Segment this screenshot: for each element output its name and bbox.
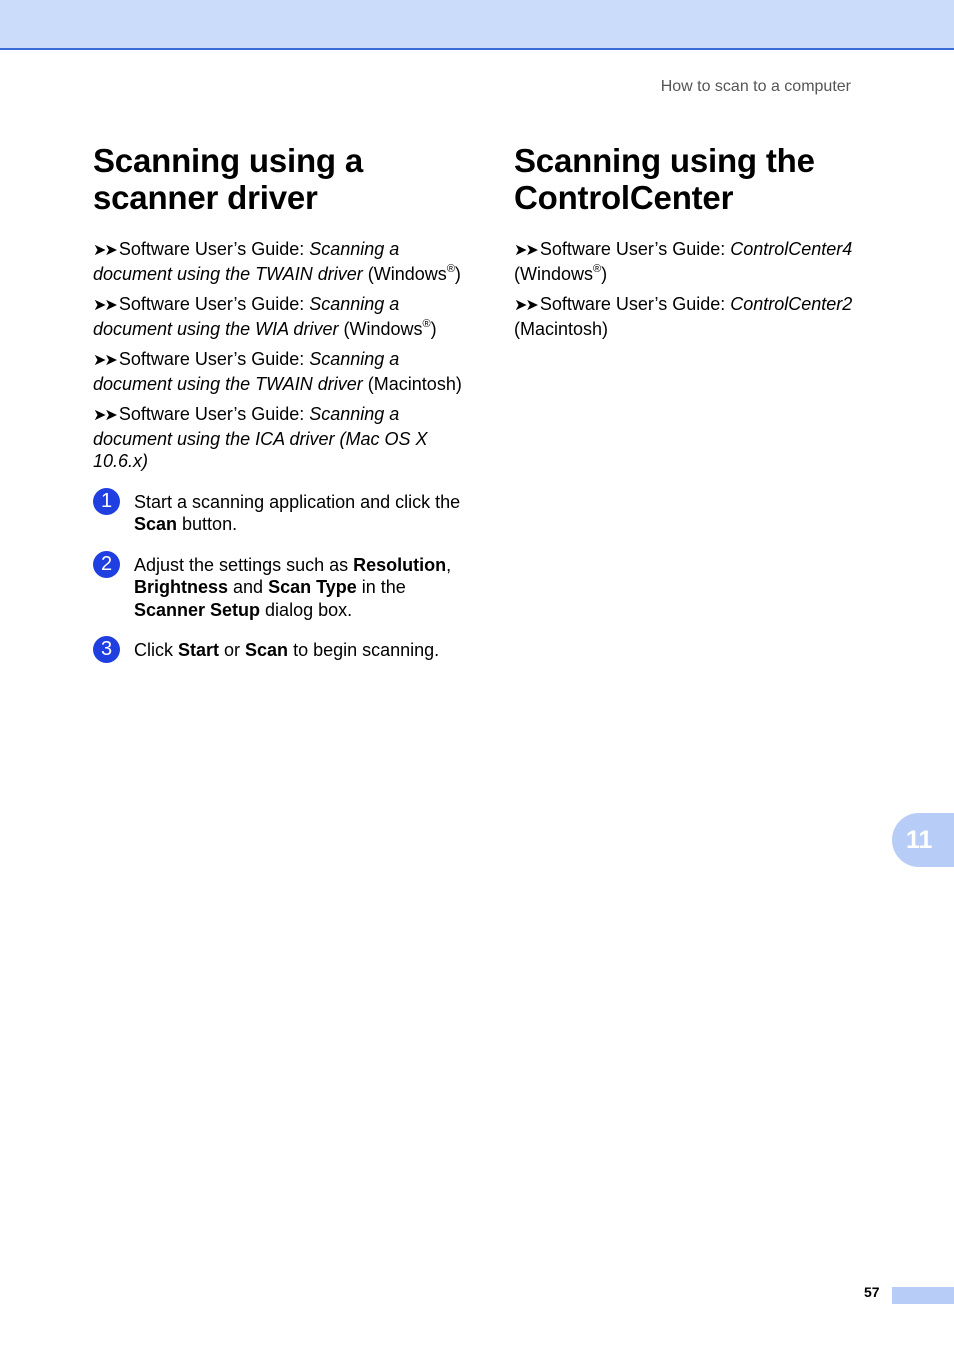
reference-controlcenter4: ➤➤ Software User’s Guide: ControlCenter4 (Windows®) [514, 239, 853, 284]
right-column [514, 142, 884, 348]
double-arrow-icon: ➤➤ [514, 297, 537, 314]
double-arrow-icon: ➤➤ [93, 407, 116, 424]
step-number-2-icon: 2 [93, 551, 120, 578]
reference-link[interactable]: Scanning a document using the ICA driver (Mac OS X 10.6.x) [93, 404, 428, 471]
page-number-bar [892, 1287, 954, 1304]
reference-twain-windows: ➤➤ Software User’s Guide: Scanning a document using the TWAIN driver (Windows®) [93, 239, 461, 284]
page-number: 57 [864, 1284, 880, 1300]
left-column [93, 142, 463, 680]
step-number-1-icon: 1 [93, 488, 120, 515]
reference-link[interactable]: Scanning a document using the TWAIN driver [93, 349, 400, 394]
reference-controlcenter2: ➤➤ Software User’s Guide: ControlCenter2 (Macintosh) [514, 294, 853, 339]
step-2: 2 Adjust the settings such as Resolution, Brightness and Scan Type in the Scanner Setup dialog box. [93, 554, 463, 622]
reference-link[interactable]: ControlCenter2 [730, 294, 853, 314]
heading-scanner-driver: Scanning using a scanner driver [93, 142, 364, 216]
reference-twain-mac: ➤➤ Software User’s Guide: Scanning a document using the TWAIN driver (Macintosh) [93, 349, 462, 394]
reference-wia-windows: ➤➤ Software User’s Guide: Scanning a document using the WIA driver (Windows®) [93, 294, 437, 339]
running-header: How to scan to a computer [660, 78, 851, 95]
double-arrow-icon: ➤➤ [93, 242, 116, 259]
reference-ica-mac: ➤➤ Software User’s Guide: Scanning a document using the ICA driver (Mac OS X 10.6.x) [93, 404, 428, 471]
reference-link[interactable]: Scanning a document using the TWAIN driver [93, 239, 400, 284]
double-arrow-icon: ➤➤ [93, 352, 116, 369]
chapter-tab: 11 [892, 813, 954, 867]
double-arrow-icon: ➤➤ [514, 242, 537, 259]
step-1: 1 Start a scanning application and click the Scan button. [93, 491, 463, 536]
reference-link[interactable]: Scanning a document using the WIA driver [93, 294, 400, 339]
reference-link[interactable]: ControlCenter4 [730, 239, 853, 259]
header-band [0, 0, 954, 50]
step-3: 3 Click Start or Scan to begin scanning. [93, 639, 463, 662]
step-number-3-icon: 3 [93, 636, 120, 663]
double-arrow-icon: ➤➤ [93, 297, 116, 314]
heading-controlcenter: Scanning using the ControlCenter [514, 142, 815, 216]
